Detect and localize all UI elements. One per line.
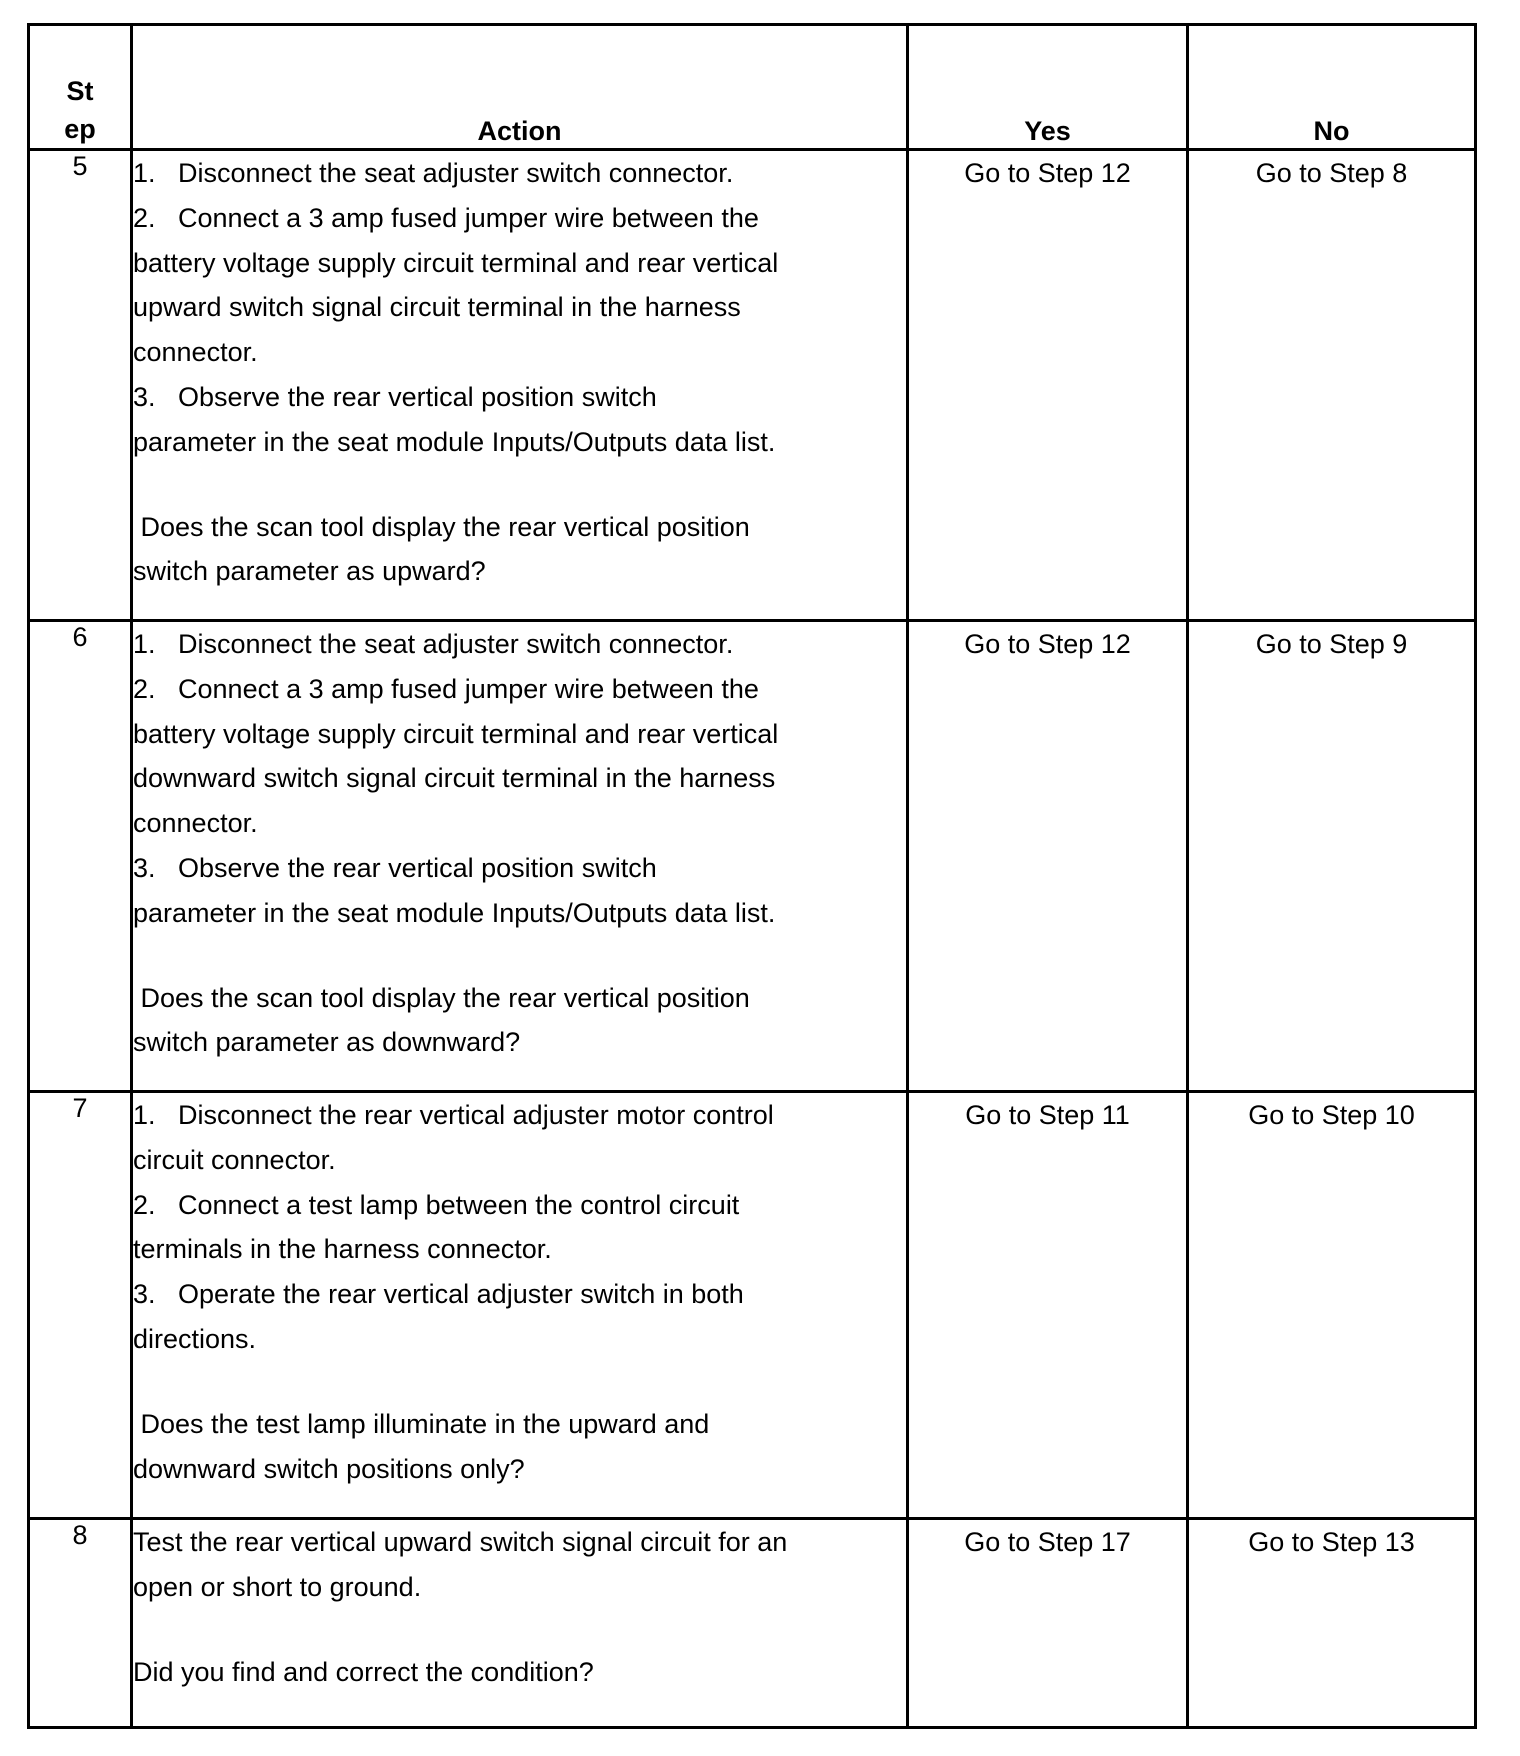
no-result: Go to Step 10: [1188, 1092, 1476, 1519]
question-line: Does the test lamp illuminate in the upward and: [133, 1408, 710, 1439]
yes-result: Go to Step 12: [908, 621, 1188, 1092]
table-row: [29, 1519, 1476, 1728]
action-line: battery voltage supply circuit terminal and rear vertical: [133, 247, 779, 278]
diagnostic-table: [27, 23, 1477, 1729]
action-line: directions.: [133, 1323, 257, 1354]
header-action: Action: [132, 25, 908, 150]
yes-result: Go to Step 11: [908, 1092, 1188, 1519]
spacer: [133, 1610, 906, 1650]
action-line: battery voltage supply circuit terminal and rear vertical: [133, 718, 779, 749]
table-row: [29, 150, 1476, 621]
action-line: 3. Operate the rear vertical adjuster switch in both: [133, 1279, 744, 1310]
action-line: upward switch signal circuit terminal in the harness: [133, 292, 741, 323]
action-cell: [132, 1092, 908, 1519]
action-line: connector.: [133, 808, 258, 839]
yes-result: Go to Step 17: [908, 1519, 1188, 1728]
action-line: parameter in the seat module Inputs/Outputs data list.: [133, 426, 776, 457]
spacer: [133, 465, 906, 505]
header-yes: Yes: [908, 25, 1188, 150]
header-row: [29, 25, 1476, 150]
action-line: 2. Connect a 3 amp fused jumper wire between the: [133, 673, 759, 704]
action-line: 3. Observe the rear vertical position switch: [133, 852, 657, 883]
no-result: Go to Step 13: [1188, 1519, 1476, 1728]
action-line: parameter in the seat module Inputs/Outputs data list.: [133, 897, 776, 928]
action-line: terminals in the harness connector.: [133, 1234, 552, 1265]
question-line: switch parameter as upward?: [133, 556, 486, 587]
no-result: Go to Step 9: [1188, 621, 1476, 1092]
action-line: 1. Disconnect the seat adjuster switch connector.: [133, 629, 734, 659]
step-number: 7: [29, 1092, 132, 1519]
action-line: 1. Disconnect the rear vertical adjuster motor control: [133, 1100, 774, 1130]
action-line: open or short to ground.: [133, 1571, 422, 1602]
step-number: 8: [29, 1519, 132, 1728]
question-line: downward switch positions only?: [133, 1453, 525, 1484]
header-step-line2: ep: [64, 114, 96, 144]
step-number: 6: [29, 621, 132, 1092]
action-line: downward switch signal circuit terminal in the harness: [133, 763, 776, 794]
action-cell: [132, 150, 908, 621]
yes-result: Go to Step 12: [908, 150, 1188, 621]
header-no: No: [1188, 25, 1476, 150]
action-cell: [132, 621, 908, 1092]
table-row: [29, 1092, 1476, 1519]
action-line: 3. Observe the rear vertical position switch: [133, 381, 657, 412]
header-step-line1: St: [66, 76, 94, 106]
action-line: Test the rear vertical upward switch signal circuit for an: [133, 1527, 788, 1557]
spacer: [133, 1362, 906, 1402]
question-line: Does the scan tool display the rear vertical position: [133, 511, 750, 542]
action-line: circuit connector.: [133, 1144, 336, 1175]
action-cell: [132, 1519, 908, 1728]
table-row: [29, 621, 1476, 1092]
spacer: [133, 936, 906, 976]
question-line: switch parameter as downward?: [133, 1027, 521, 1058]
action-line: 2. Connect a test lamp between the control circuit: [133, 1189, 740, 1220]
question-line: Did you find and correct the condition?: [133, 1656, 594, 1687]
action-line: 1. Disconnect the seat adjuster switch connector.: [133, 158, 734, 188]
no-result: Go to Step 8: [1188, 150, 1476, 621]
question-line: Does the scan tool display the rear vertical position: [133, 982, 750, 1013]
action-line: connector.: [133, 337, 258, 368]
action-line: 2. Connect a 3 amp fused jumper wire between the: [133, 202, 759, 233]
header-step: [29, 25, 132, 150]
step-number: 5: [29, 150, 132, 621]
